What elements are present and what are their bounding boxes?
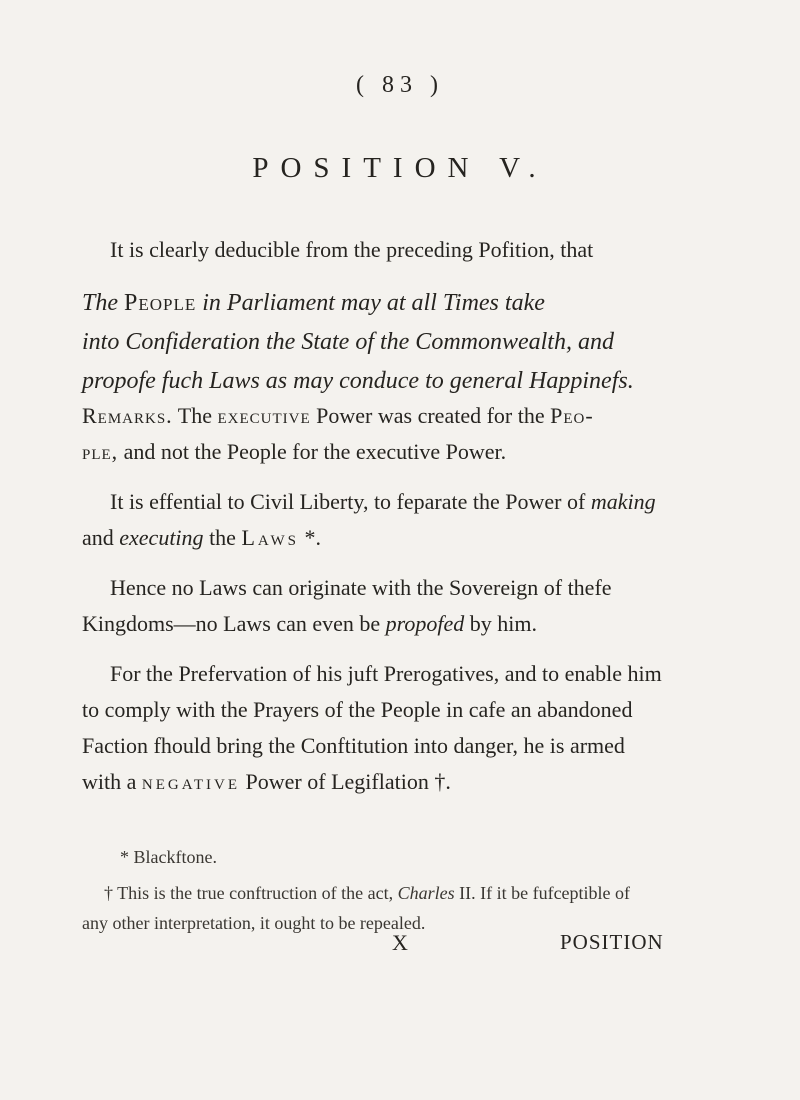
remarks-text-c: and not the People for the executive Power. <box>118 439 507 464</box>
proposition-line2: into Confideration the State of the Commonwealth, and <box>82 329 614 355</box>
preservation-line2: to comply with the Prayers of the People in cafe an abandoned <box>82 697 633 722</box>
essential-paragraph <box>82 484 722 556</box>
remarks-text-a: The <box>172 403 218 428</box>
hence-text-b: by him. <box>464 611 538 636</box>
remarks-people-2: ple, <box>82 439 119 464</box>
footnote-2-line2: any other interpretation, it ought to be repealed. <box>82 913 426 933</box>
intro-paragraph: It is clearly deducible from the preceding Pofition, that <box>110 237 594 262</box>
essential-text-c: the <box>203 525 242 550</box>
essential-executing: executing <box>119 525 204 550</box>
footnote-2-charles: Charles <box>397 883 455 903</box>
hence-line1: Hence no Laws can originate with the Sovereign of thefe <box>110 575 612 600</box>
proposition-line1: in Parliament may at all Times take <box>196 290 545 316</box>
preservation-text-a: with a <box>82 769 142 794</box>
section-heading: POSITION V. <box>252 152 548 184</box>
preservation-paragraph <box>82 656 722 800</box>
remarks-paragraph <box>82 398 722 470</box>
preservation-negative: negative <box>141 769 241 794</box>
proposition-paragraph <box>82 284 722 401</box>
preservation-line3: Faction fhould bring the Conftitution into danger, he is armed <box>82 733 625 758</box>
remarks-executive: executive <box>217 403 311 428</box>
proposition-people: People <box>124 290 197 316</box>
essential-laws: Laws <box>241 525 300 550</box>
hence-text-a: Kingdoms—no Laws can even be <box>82 611 386 636</box>
essential-text-a: It is effential to Civil Liberty, to feparate the Power of <box>110 489 591 514</box>
footnote-2-text-b: II. If it be fufceptible of <box>454 883 631 903</box>
footnote-1: * Blackftone. <box>120 847 217 867</box>
preservation-text-b: Power of Legiflation †. <box>240 769 451 794</box>
proposition-first-word: The <box>82 290 118 316</box>
footnote-2 <box>82 878 722 938</box>
hence-paragraph <box>82 570 722 642</box>
remarks-text-b: Power was created for the <box>310 403 551 428</box>
remarks-label: Remarks. <box>82 403 173 428</box>
essential-making: making <box>590 489 656 514</box>
hence-proposed: propofed <box>385 611 465 636</box>
catchword: POSITION <box>560 930 664 954</box>
footnote-2-text-a: † This is the true conftruction of the act, <box>104 883 398 903</box>
essential-footnote-ref: *. <box>299 525 322 550</box>
signature-mark: X <box>392 930 408 955</box>
proposition-line3: propofe fuch Laws as may conduce to general Happinefs. <box>82 368 634 394</box>
page-number: ( 83 ) <box>356 72 444 98</box>
remarks-people-1: Peo- <box>550 403 594 428</box>
essential-text-b: and <box>82 525 120 550</box>
preservation-line1: For the Prefervation of his juft Prerogatives, and to enable him <box>110 661 662 686</box>
